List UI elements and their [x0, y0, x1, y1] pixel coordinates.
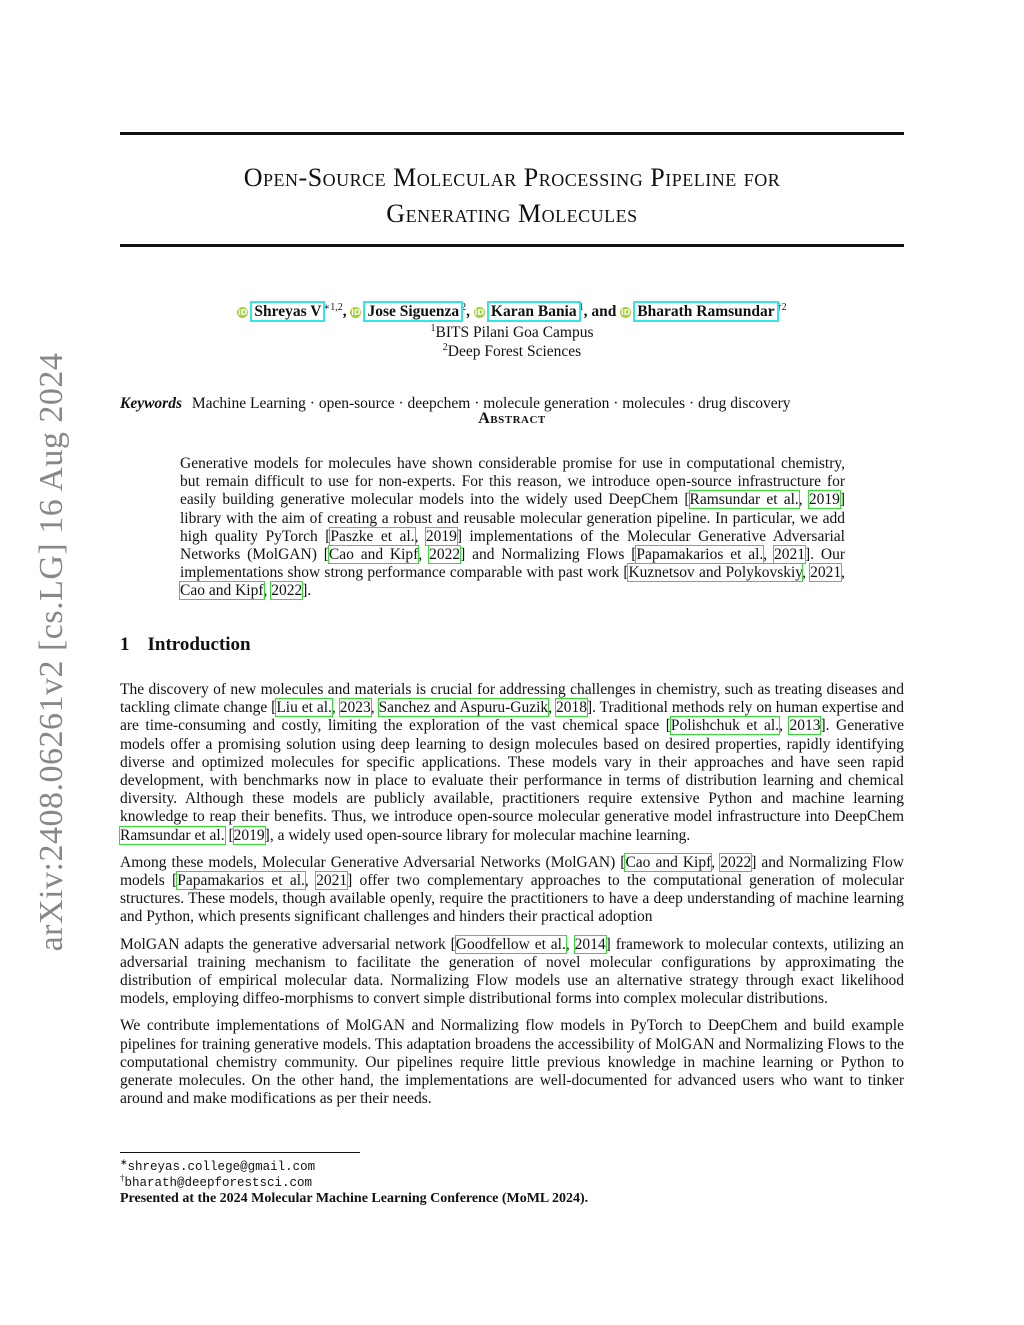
- citation-link[interactable]: 2014: [574, 935, 606, 953]
- text-segment: ] framework to molecular contexts, utilizing an adversarial training mechanism to facilitate the generation of novel molecular configurations by approximating the distribution of empirical molecular data. Normalizing Flow models use an alternative strategy through exact likelihood models, employing diffeo-morphisms to convert simple distributional forms into complex molecular distributions.: [120, 935, 905, 1008]
- affiliation-text: Deep Forest Sciences: [447, 343, 582, 361]
- title-bottom-rule: [120, 244, 904, 247]
- citation-link[interactable]: 2019: [808, 491, 840, 509]
- orcid-icon[interactable]: iD: [621, 308, 631, 318]
- citation-link[interactable]: Ramsundar et al.: [120, 826, 225, 844]
- paper-title-line-2: [120, 196, 904, 232]
- citation-link[interactable]: Kuznetsov and Polykovskiy: [628, 564, 803, 582]
- title-top-rule: [120, 132, 904, 135]
- citation-link[interactable]: Liu et al.: [276, 699, 332, 717]
- citation-link[interactable]: Cao and Kipf: [180, 582, 264, 600]
- text-segment: We contribute implementations of MolGAN and Normalizing flow models in PyTorch to DeepChem and build example pipelines for training generative models. This adaptation broadens the accessibility of MolGAN and Normalizing Flows to the computational chemistry community. Our pipelines require little previous knowledge in machine learning or Python to generate molecules. On the other hand, the implementations are well-documented for advanced users who want to tinker around and make modifications as per their needs.: [120, 1017, 904, 1108]
- footnote-mark: †: [120, 1173, 125, 1183]
- footnote-email: bharath@deepforestsci.com: [124, 1176, 313, 1191]
- keywords-text: Machine Learning · open-source · deepchem · molecule generation · molecules · drug discovery: [191, 395, 791, 412]
- text-segment: ,: [414, 527, 426, 545]
- text-segment: ,: [565, 935, 575, 953]
- text-segment: ]. Generative models offer a promising solution using deep learning to design molecules based on desired properties, rapidly identifying diverse and optimized molecules for specific applications. These models vary in their approaches and have seen rapid development, with benchmarks now in place to evaluate their performance in terms of distribution learning and chemical diversity. Although these models are publicly available, practitioners require extensive Python and machine learning knowledge to reap their benefits. Thus, we introduce open-source molecular generative model infrastructure into DeepChem: [120, 717, 904, 826]
- text-segment: ] implementations of the Molecular Generative Adversarial Networks (MolGAN) [: [180, 527, 845, 564]
- citation-link[interactable]: Cao and Kipf: [625, 853, 712, 871]
- text-segment: ,: [779, 717, 790, 735]
- text-segment: ]. Our implementations show strong performance comparable with past work [: [180, 546, 846, 582]
- paper-title-line-1: [120, 160, 904, 196]
- paragraph: [120, 854, 904, 927]
- author-name-link[interactable]: Karan Bania: [490, 303, 577, 321]
- author-marks: ∗1,2: [323, 302, 343, 313]
- orcid-icon[interactable]: iD: [474, 308, 485, 318]
- author-name-link[interactable]: Jose Siguenza: [367, 303, 460, 321]
- affiliation-mark: 1: [430, 323, 436, 334]
- arxiv-sidebar: [0, 0, 70, 952]
- author-marks: 2: [461, 302, 467, 313]
- paper-title-line-2-text: Generating Molecules: [386, 199, 638, 228]
- citation-link[interactable]: 2019: [233, 826, 265, 844]
- text-segment: ,: [548, 699, 556, 717]
- citation-link[interactable]: 2019: [425, 527, 457, 545]
- text-segment: The discovery of new molecules and materials is crucial for addressing challenges in chemistry, such as treating diseases and tackling climate change [: [120, 681, 904, 717]
- paragraph: [120, 936, 904, 1009]
- citation-link[interactable]: Polishchuk et al.: [670, 717, 780, 735]
- text-segment: ]. Traditional methods rely on human expertise and are time-consuming and costly, limiting the exploration of the vast chemical space [: [120, 699, 905, 735]
- keywords-label: Keywords: [120, 395, 182, 412]
- paper-title-line-1-text: Open-Source Molecular Processing Pipeline for: [243, 163, 781, 192]
- author-name-link[interactable]: Shreyas V: [254, 303, 322, 321]
- paper-title: [120, 160, 904, 232]
- text-segment: ] and Normalizing Flows [: [460, 546, 637, 564]
- text-segment: Among these models, Molecular Generative Adversarial Networks (MolGAN) [: [120, 853, 626, 871]
- author-list: [0, 298, 1024, 321]
- text-segment: ,: [802, 564, 811, 582]
- citation-link[interactable]: Papamakarios et al.: [177, 872, 305, 890]
- text-segment: ,: [798, 491, 809, 509]
- author-4: [620, 298, 786, 321]
- footnote-rule: [120, 1152, 360, 1153]
- abstract-body: [180, 455, 845, 601]
- affiliation-text: BITS Pilani Goa Campus: [435, 324, 594, 342]
- section-number: 1: [120, 634, 130, 655]
- text-segment: ].: [302, 582, 312, 600]
- text-segment: [: [224, 826, 234, 844]
- arxiv-identifier: arXiv:2408.06261v2 [cs.LG] 16 Aug 2024: [33, 352, 70, 952]
- citation-link[interactable]: 2023: [339, 699, 371, 717]
- citation-link[interactable]: Goodfellow et al.: [455, 935, 566, 953]
- introduction-body: [120, 681, 904, 1117]
- affiliation-2: [0, 338, 1024, 361]
- citation-link[interactable]: 2021: [810, 564, 842, 582]
- author-separator: , and: [583, 303, 617, 321]
- citation-link[interactable]: 2022: [429, 546, 461, 564]
- author-1: [237, 298, 346, 321]
- citation-link[interactable]: Papamakarios et al.: [636, 546, 764, 564]
- footnote-mark: ∗: [120, 1157, 128, 1167]
- text-segment: ] library with the aim of creating a robust and reusable molecular generation pipeline. In particular, we add high quality PyTorch [: [180, 491, 845, 545]
- section-title: Introduction: [147, 634, 251, 655]
- text-segment: ,: [304, 872, 317, 890]
- text-segment: Generative models for molecules have shown considerable promise for use in computational chemistry, but remain difficult to use for non-experts. For this reason, we introduce open-source infrastructure for easily building generative molecular models into the widely used DeepChem [: [180, 455, 845, 509]
- text-segment: MolGAN adapts the generative adversarial network [: [120, 935, 456, 953]
- citation-link[interactable]: 2021: [774, 546, 806, 564]
- affiliation-mark: 2: [442, 342, 448, 353]
- footnote-2: [120, 1173, 312, 1190]
- author-marks: 1: [578, 302, 584, 313]
- text-segment: ], a widely used open-source library for molecular machine learning.: [264, 826, 691, 844]
- author-3: [474, 298, 616, 321]
- citation-link[interactable]: Sanchez and Aspuru-Guzik: [378, 699, 549, 717]
- orcid-icon[interactable]: iD: [238, 308, 248, 318]
- paragraph: [120, 1017, 904, 1108]
- citation-link[interactable]: Paszke et al.: [330, 527, 415, 545]
- citation-link[interactable]: 2013: [789, 717, 821, 735]
- text-segment: ] and Normalizing Flow models [: [120, 853, 905, 890]
- citation-link[interactable]: 2022: [720, 853, 752, 871]
- author-name-link[interactable]: Bharath Ramsundar: [637, 303, 775, 321]
- author-separator: ,: [466, 303, 471, 321]
- citation-link[interactable]: Cao and Kipf: [328, 546, 419, 564]
- text-segment: ,: [763, 546, 775, 564]
- text-segment: ,: [418, 546, 430, 564]
- citation-link[interactable]: 2021: [316, 872, 348, 890]
- author-marks: †2: [776, 302, 787, 313]
- citation-link[interactable]: Ramsundar et al.: [689, 491, 799, 509]
- paragraph: [120, 681, 904, 845]
- citation-link[interactable]: 2018: [555, 699, 587, 717]
- text-segment: ,: [263, 582, 272, 600]
- orcid-icon[interactable]: iD: [351, 308, 361, 318]
- author-separator: ,: [342, 303, 347, 321]
- text-segment: ,: [370, 699, 379, 717]
- footnote-email: shreyas.college@gmail.com: [127, 1160, 316, 1175]
- conference-note: Presented at the 2024 Molecular Machine Learning Conference (MoML 2024).: [120, 1191, 589, 1206]
- text-segment: ,: [711, 853, 721, 871]
- text-segment: ,: [331, 699, 340, 717]
- footnote-1: [120, 1157, 315, 1174]
- section-heading: [120, 634, 251, 656]
- abstract-heading: Abstract: [478, 410, 546, 427]
- citation-link[interactable]: 2022: [271, 582, 303, 600]
- text-segment: ] offer two complementary approaches to the computational generation of molecular structures. These models, though available openly, require the practitioners to have a deep understanding of machine learning and Python, which presents significant challenges and hinders their practical adoption: [120, 872, 904, 926]
- text-segment: ,: [841, 564, 846, 582]
- author-2: [350, 298, 470, 321]
